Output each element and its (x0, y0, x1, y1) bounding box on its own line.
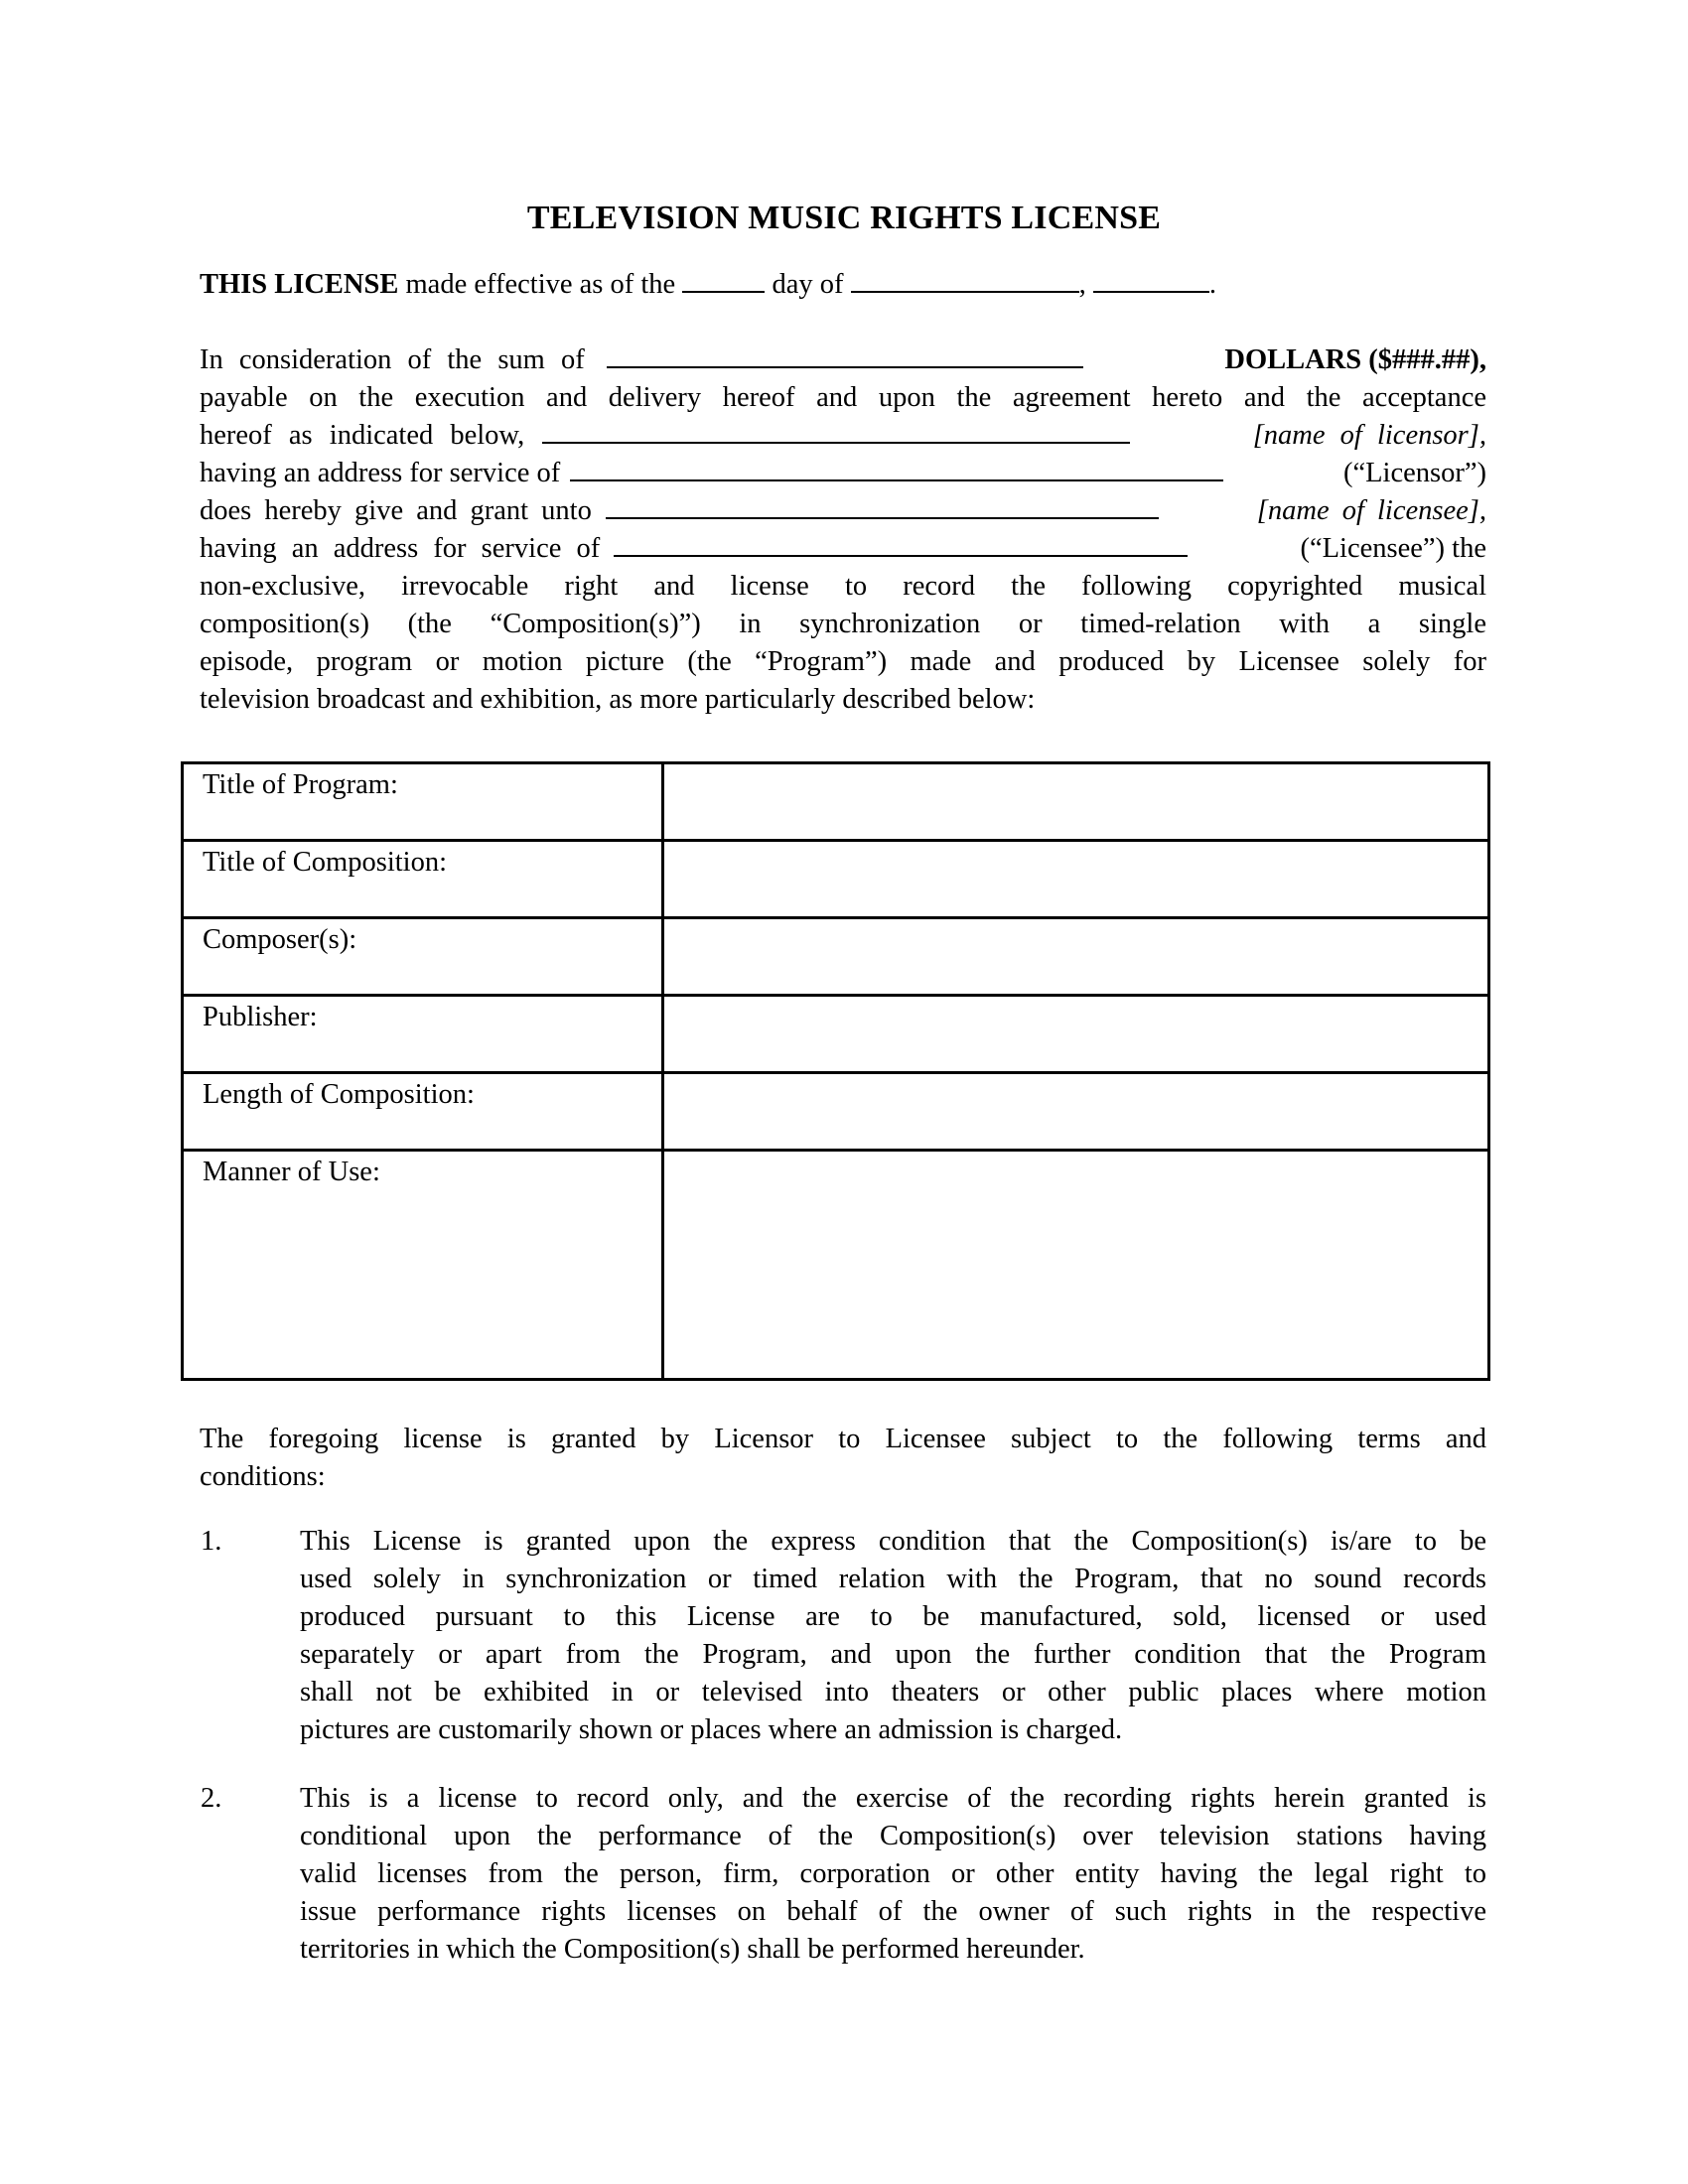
term-1-line: shall not be exhibited in or televised into theaters or other public places where motion (300, 1677, 1486, 1707)
term-1-text (300, 1523, 1486, 1749)
month-blank-field[interactable] (851, 267, 1079, 293)
publisher-label: Publisher: (183, 996, 663, 1073)
consideration-line-3 (200, 417, 1486, 455)
terms-intro-line-1: The foregoing license is granted by Licensor to Licensee subject to the following terms and (200, 1424, 1486, 1454)
year-blank-field[interactable] (1093, 267, 1209, 293)
consideration-line-1 (200, 341, 1486, 379)
licensor-address-text: having an address for service of (200, 458, 561, 488)
publisher-field[interactable] (663, 996, 1489, 1073)
term-2-number: 2. (201, 1783, 222, 1814)
manner-of-use-field[interactable] (663, 1151, 1489, 1380)
consideration-line-9: episode, program or motion picture (the “Program”) made and produced by Licensee solely for (200, 646, 1486, 677)
composers-field[interactable] (663, 918, 1489, 996)
term-1-line: pictures are customarily shown or places where an admission is charged. (300, 1714, 1123, 1745)
grant-unto-text: does hereby give and grant unto (200, 495, 592, 526)
this-license-lead: THIS LICENSE (200, 269, 399, 300)
title-of-composition-field[interactable] (663, 841, 1489, 918)
terms-intro-line-2: conditions: (200, 1461, 326, 1492)
table-row (183, 996, 1489, 1073)
document-title: TELEVISION MUSIC RIGHTS LICENSE (526, 200, 1162, 236)
sum-blank-field[interactable] (607, 342, 1083, 368)
consideration-line-4 (200, 455, 1486, 492)
title-of-composition-label: Title of Composition: (183, 841, 663, 918)
effective-text: made effective as of the (405, 269, 676, 300)
consideration-line-10: television broadcast and exhibition, as more particularly described below: (200, 684, 1036, 715)
term-1-line: This License is granted upon the express condition that the Composition(s) is/are to be (300, 1526, 1486, 1557)
table-row (183, 918, 1489, 996)
term-2-line: valid licenses from the person, firm, corporation or other entity having the legal right to (300, 1858, 1486, 1889)
term-2-line: conditional upon the performance of the Composition(s) over television stations having (300, 1821, 1486, 1851)
term-1-line: separately or apart from the Program, and upon the further condition that the Program (300, 1639, 1486, 1670)
licensee-address-text: having an address for service of (200, 533, 601, 564)
consideration-text: In consideration of the sum of (200, 344, 585, 375)
term-1-line: produced pursuant to this License are to be manufactured, sold, licensed or used (300, 1601, 1486, 1632)
licensee-placeholder-text: [name of licensee], (1256, 495, 1486, 526)
term-2-line: territories in which the Composition(s) shall be performed hereunder. (300, 1934, 1085, 1965)
consideration-line-8: composition(s) (the “Composition(s)”) in synchronization or timed-relation with a single (200, 609, 1486, 639)
program-details-table (181, 761, 1490, 1381)
consideration-line-2: payable on the execution and delivery hereof and upon the agreement hereto and the acceptance (200, 382, 1486, 413)
licensor-label-text: (“Licensor”) (1343, 458, 1486, 488)
consideration-line-5 (200, 492, 1486, 530)
table-row (183, 763, 1489, 841)
consideration-line-6 (200, 530, 1486, 568)
comma-text: , (1078, 269, 1086, 300)
term-1-line: used solely in synchronization or timed relation with the Program, that no sound records (300, 1564, 1486, 1594)
dollars-text: DOLLARS ($###.##), (1224, 344, 1486, 375)
term-2-line: issue performance rights licenses on behalf of the owner of such rights in the respective (300, 1896, 1486, 1927)
length-of-composition-label: Length of Composition: (183, 1073, 663, 1151)
table-row (183, 1151, 1489, 1380)
composers-label: Composer(s): (183, 918, 663, 996)
consideration-line-7: non-exclusive, irrevocable right and license to record the following copyrighted musical (200, 571, 1486, 602)
licensee-label-text: (“Licensee”) the (1300, 533, 1486, 564)
licensee-name-blank-field[interactable] (606, 493, 1159, 519)
term-1-number: 1. (201, 1526, 222, 1557)
licensor-address-blank-field[interactable] (570, 456, 1223, 481)
table-row (183, 1073, 1489, 1151)
day-blank-field[interactable] (682, 267, 765, 293)
indicated-below-text: hereof as indicated below, (200, 420, 525, 451)
term-2-text (300, 1780, 1486, 1969)
licensor-name-blank-field[interactable] (542, 418, 1130, 444)
licensor-placeholder-text: [name of licensor], (1252, 420, 1486, 451)
term-2-line: This is a license to record only, and the exercise of the recording rights herein granted is (300, 1783, 1486, 1814)
day-of-text: day of (772, 269, 844, 300)
title-of-program-field[interactable] (663, 763, 1489, 841)
effective-date-line (200, 266, 1486, 304)
licensee-address-blank-field[interactable] (614, 531, 1188, 557)
title-of-program-label: Title of Program: (183, 763, 663, 841)
manner-of-use-label: Manner of Use: (183, 1151, 663, 1380)
table-row (183, 841, 1489, 918)
length-of-composition-field[interactable] (663, 1073, 1489, 1151)
period-text: . (1208, 269, 1216, 300)
